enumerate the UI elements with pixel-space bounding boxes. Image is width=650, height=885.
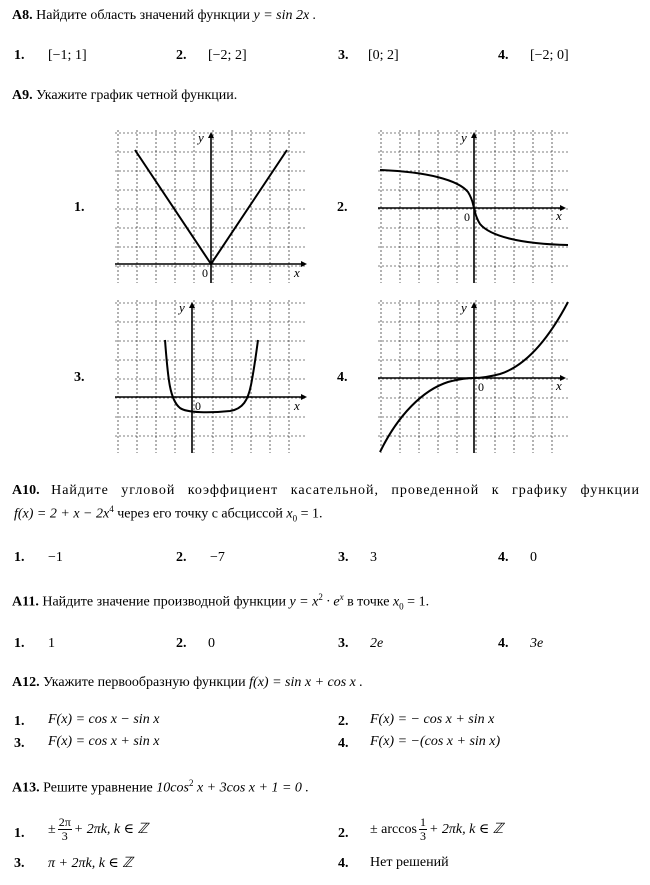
a12-option-4-value: F(x) = −(cos x + sin x) xyxy=(370,734,501,749)
a10-exp: 4 xyxy=(109,504,114,514)
a11-option-4[interactable]: 4. xyxy=(498,636,509,651)
a10-option-1-value: −1 xyxy=(48,550,63,565)
a11-option-3[interactable]: 3. xyxy=(338,636,349,651)
fraction-denominator: 3 xyxy=(419,829,426,843)
grid xyxy=(115,130,305,283)
x-arrow xyxy=(301,394,307,400)
a8-text: Найдите область значений функции xyxy=(36,8,250,23)
a11-question xyxy=(12,592,429,611)
fraction-numerator: 1 xyxy=(419,815,426,829)
a10-x0: x xyxy=(286,506,293,522)
a8-option-2[interactable]: 2. xyxy=(176,48,187,63)
a9-graph-2-label[interactable]: 2. xyxy=(337,200,348,215)
a8-option-4-value: [−2; 0] xyxy=(530,48,569,63)
y-label: y xyxy=(179,300,185,315)
a9-label: A9. xyxy=(12,88,33,103)
a10-option-4[interactable]: 4. xyxy=(498,550,509,565)
a10-option-3[interactable]: 3. xyxy=(338,550,349,565)
a9-graph-4[interactable] xyxy=(378,300,573,455)
a10-x0-sub: 0 xyxy=(292,513,298,524)
x-label: x xyxy=(556,378,562,393)
a11-option-1[interactable]: 1. xyxy=(14,636,25,651)
a13-option-1-rest: + 2πk, k ∈ ℤ xyxy=(73,822,148,837)
y-label: y xyxy=(461,130,467,145)
a13-option-2-rest: + 2πk, k ∈ ℤ xyxy=(428,822,504,837)
a13-option-1-sign: ± xyxy=(48,821,56,837)
a10-option-1[interactable]: 1. xyxy=(14,550,25,565)
a10-x0-value: = 1. xyxy=(300,506,323,522)
a8-label: A8. xyxy=(12,8,33,23)
a13-option-3-value: π + 2πk, k ∈ ℤ xyxy=(48,856,133,871)
a11-option-2[interactable]: 2. xyxy=(176,636,187,651)
a12-option-4[interactable]: 4. xyxy=(338,736,349,751)
origin-label: 0 xyxy=(478,380,484,394)
a9-graph-1-label[interactable]: 1. xyxy=(74,200,85,215)
a11-formula-a: y = x xyxy=(289,594,319,610)
x-label: x xyxy=(294,398,300,413)
a9-graph-2[interactable] xyxy=(378,130,573,285)
a8-option-1[interactable]: 1. xyxy=(14,48,25,63)
a12-question xyxy=(12,675,363,691)
a10-option-2-value: −7 xyxy=(210,550,225,565)
a10-text-1: Найдите угловой коэффициент касательной, проведенной к графику функции xyxy=(51,483,641,498)
a11-option-3-value: 2e xyxy=(370,636,384,651)
a13-option-2-prefix: ± arccos xyxy=(370,821,417,837)
a12-option-1[interactable]: 1. xyxy=(14,714,25,729)
origin-label: 0 xyxy=(195,399,201,413)
a11-option-2-value: 0 xyxy=(208,636,215,651)
origin-label: 0 xyxy=(464,210,470,224)
a10-label: A10. xyxy=(12,483,40,498)
a8-formula: y = sin 2x . xyxy=(253,8,317,23)
a11-x0-sub: 0 xyxy=(399,601,404,612)
a13-option-1-value xyxy=(48,816,148,843)
a13-label: A13. xyxy=(12,780,40,796)
a13-text: Решите уравнение xyxy=(43,780,153,796)
a12-text: Укажите первообразную функции xyxy=(43,675,246,690)
a8-option-3-value: [0; 2] xyxy=(368,48,399,63)
a13-option-2[interactable]: 2. xyxy=(338,826,349,841)
a10-question-line-2 xyxy=(14,504,323,523)
a12-option-1-value: F(x) = cos x − sin x xyxy=(48,712,160,727)
a10-formula: f(x) = 2 + x − 2x xyxy=(14,506,110,522)
a13-formula-b: x + 3cos x + 1 = 0 . xyxy=(196,780,309,796)
a8-question xyxy=(12,8,316,24)
a12-label: A12. xyxy=(12,675,40,690)
a13-option-1-fraction xyxy=(58,816,72,843)
a13-question xyxy=(12,778,309,797)
a11-text-2: в точке xyxy=(347,594,390,610)
a8-option-1-value: [−1; 1] xyxy=(48,48,87,63)
a11-x0-value: = 1. xyxy=(407,594,430,610)
a13-option-2-fraction xyxy=(419,816,427,843)
a13-option-1[interactable]: 1. xyxy=(14,826,25,841)
a13-option-4[interactable]: 4. xyxy=(338,856,349,871)
a11-formula-b: · e xyxy=(326,594,340,610)
a9-graph-3-label[interactable]: 3. xyxy=(74,370,85,385)
a8-option-3[interactable]: 3. xyxy=(338,48,349,63)
a13-option-2-value xyxy=(370,816,503,843)
x-label: x xyxy=(294,265,300,280)
a11-exp-b: x xyxy=(339,592,344,602)
grid xyxy=(378,300,568,453)
origin-label: 0 xyxy=(202,266,208,280)
fraction-numerator: 2π xyxy=(58,815,71,829)
y-label: y xyxy=(461,300,467,315)
a13-option-4-value: Нет решений xyxy=(370,855,449,870)
a10-option-3-value: 3 xyxy=(370,550,377,565)
a9-question xyxy=(12,88,237,104)
curve xyxy=(165,340,258,412)
a13-formula-a: 10cos xyxy=(156,780,189,796)
a10-question-line-1 xyxy=(12,483,640,499)
a9-graph-1[interactable] xyxy=(115,130,310,285)
x-label: x xyxy=(556,208,562,223)
a11-option-1-value: 1 xyxy=(48,636,55,651)
a9-graph-3[interactable] xyxy=(115,300,310,455)
a9-text: Укажите график четной функции. xyxy=(36,88,238,103)
fraction-denominator: 3 xyxy=(61,829,68,843)
a12-option-3-value: F(x) = cos x + sin x xyxy=(48,734,160,749)
a8-option-2-value: [−2; 2] xyxy=(208,48,247,63)
a10-text-2: через его точку с абсциссой xyxy=(117,506,283,522)
a12-formula: f(x) = sin x + cos x . xyxy=(249,675,363,690)
a11-text: Найдите значение производной функции xyxy=(42,594,286,610)
a13-exp: 2 xyxy=(188,778,194,788)
a10-option-2[interactable]: 2. xyxy=(176,550,187,565)
a13-option-3[interactable]: 3. xyxy=(14,856,25,871)
a11-option-4-value: 3e xyxy=(530,636,544,651)
a8-option-4[interactable]: 4. xyxy=(498,48,509,63)
a12-option-2-value: F(x) = − cos x + sin x xyxy=(370,712,495,727)
a12-option-2[interactable]: 2. xyxy=(338,714,349,729)
y-label: y xyxy=(198,130,204,145)
a11-label: A11. xyxy=(12,594,39,610)
a12-option-3[interactable]: 3. xyxy=(14,736,25,751)
a10-option-4-value: 0 xyxy=(530,550,537,565)
a11-exp-a: 2 xyxy=(318,592,323,602)
a9-graph-4-label[interactable]: 4. xyxy=(337,370,348,385)
a11-x0: x xyxy=(392,594,400,610)
grid xyxy=(115,300,305,453)
